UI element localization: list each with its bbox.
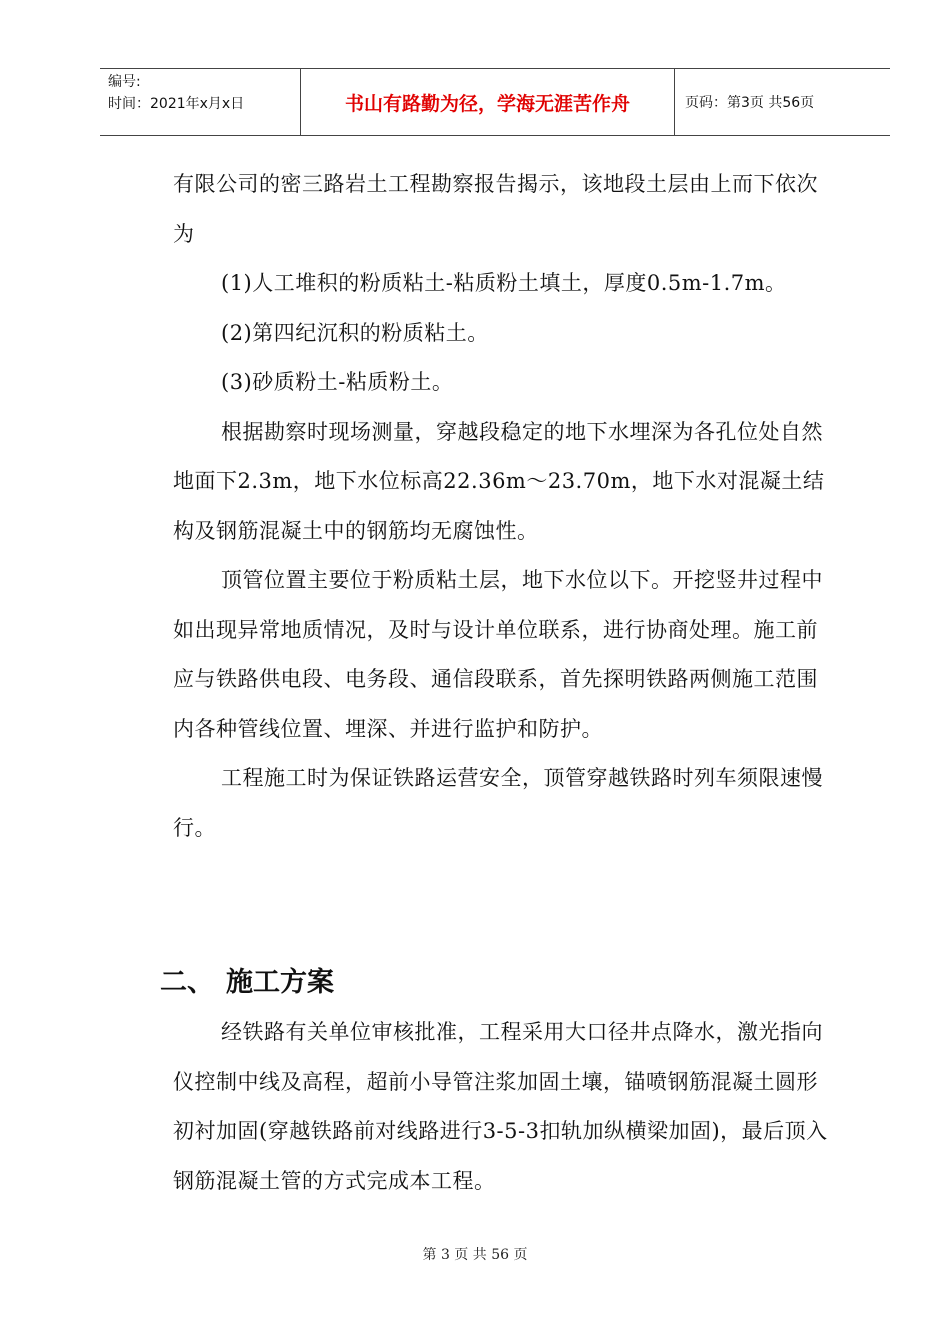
page-footer: 第 3 页 共 56 页 bbox=[422, 1247, 528, 1263]
paragraph: 经铁路有关单位审核批准，工程采用大口径井点降水，激光指向仪控制中线及高程，超前小导管注浆加固土壤，锚喷钢筋混凝土圆形初衬加固(穿越铁路前对线路进行3-5-3扣轨加纵横梁加固)，最后顶入钢筋混凝土管的方式完成本工程。 bbox=[173, 1020, 828, 1193]
paragraph: 顶管位置主要位于粉质粘土层，地下水位以下。开挖竖井过程中如出现异常地质情况，及时与设计单位联系，进行协商处理。施工前应与铁路供电段、电务段、通信段联系，首先探明铁路两侧施工范围内各种管线位置、埋深、并进行监护和防护。 bbox=[173, 568, 823, 741]
document-body bbox=[173, 160, 833, 853]
header-meta bbox=[100, 69, 301, 135]
paragraph: (2)第四纪沉积的粉质粘土。 bbox=[221, 320, 489, 345]
time-label: 时间：2021年x月x日 bbox=[108, 96, 245, 112]
header-page-code: 页码：第3页 共56页 bbox=[685, 95, 815, 111]
paragraph: (1)人工堆积的粉质粘土-粘质粉土填土，厚度0.5m-1.7m。 bbox=[221, 271, 787, 295]
document-body-section-2 bbox=[173, 1008, 833, 1206]
page-header bbox=[100, 68, 890, 136]
paragraph: 工程施工时为保证铁路运营安全，顶管穿越铁路时列车须限速慢行。 bbox=[173, 766, 823, 840]
header-motto: 书山有路勤为径，学海无涯苦作舟 bbox=[301, 69, 675, 135]
paragraph: (3)砂质粉土-粘质粉土。 bbox=[221, 370, 454, 394]
section-title: 施工方案 bbox=[226, 967, 334, 998]
paragraph: 根据勘察时现场测量，穿越段稳定的地下水埋深为各孔位处自然地面下2.3m，地下水位标高22.36m～23.70m，地下水对混凝土结构及钢筋混凝土中的钢筋均无腐蚀性。 bbox=[173, 419, 825, 543]
number-label: 编号: bbox=[108, 74, 141, 90]
section-heading bbox=[160, 958, 334, 1008]
paragraph: 有限公司的密三路岩土工程勘察报告揭示，该地段土层由上而下依次为 bbox=[173, 172, 818, 246]
section-number: 二、 bbox=[160, 967, 214, 998]
